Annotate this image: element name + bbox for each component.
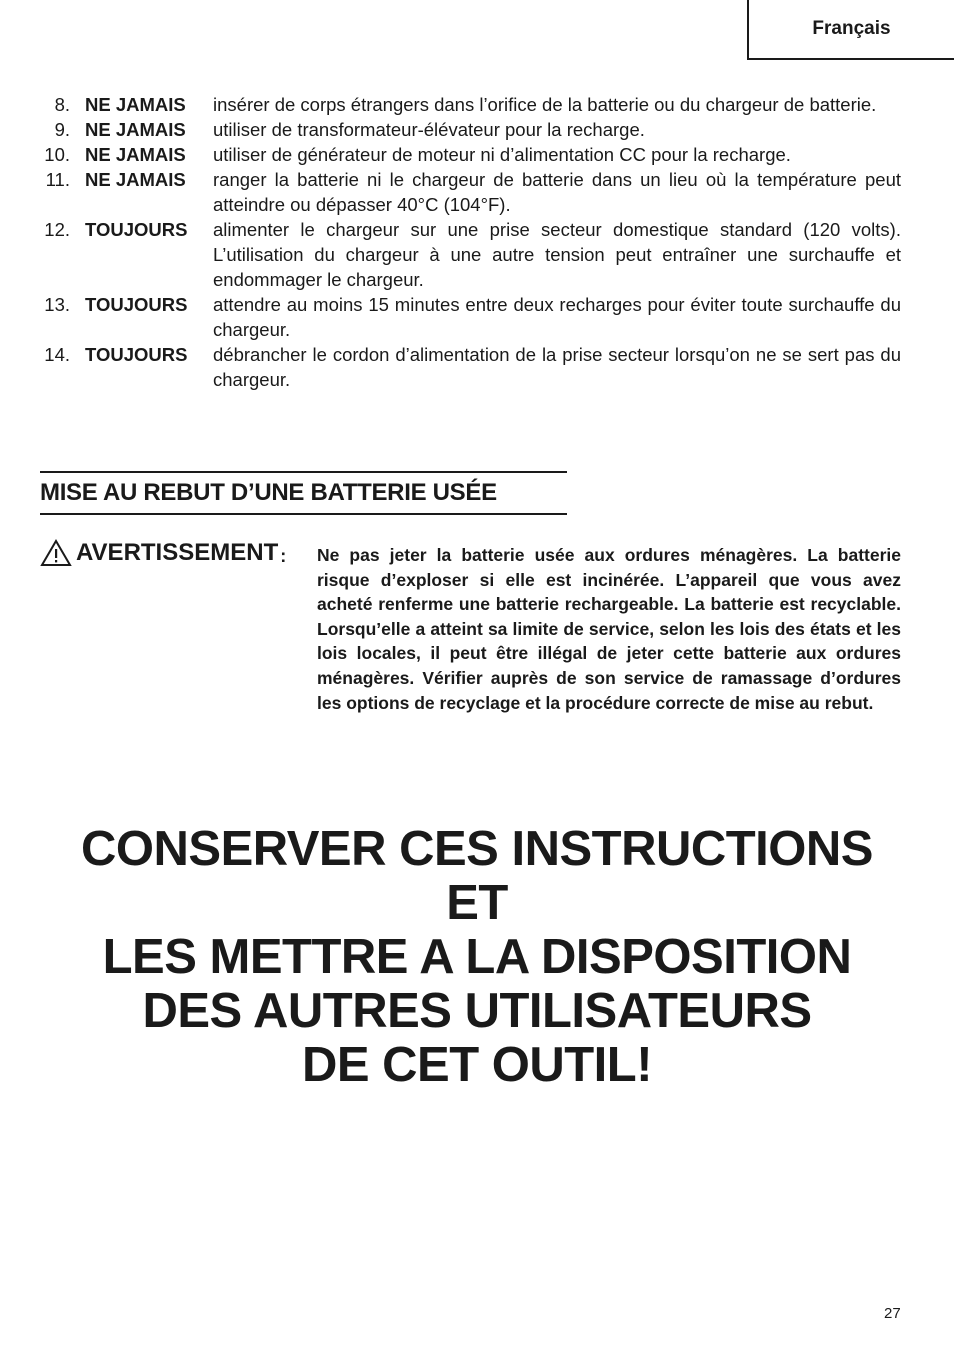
rule-keyword: NE JAMAIS	[85, 169, 186, 190]
list-item	[38, 142, 901, 167]
rule-number: 11.	[45, 169, 70, 190]
rule-text: débrancher le cordon d’alimentation de la prise secteur lorsqu’on ne se sert pas du chargeur.	[213, 344, 901, 390]
rule-number: 12.	[44, 219, 70, 240]
rule-text: alimenter le chargeur sur une prise secteur domestique standard (120 volts). L’utilisation du chargeur à une autre tension peut entraîner une surchauffe et endommager le chargeur.	[213, 219, 901, 290]
list-item	[38, 292, 901, 342]
rule-number: 9.	[54, 119, 70, 140]
rule-text: attendre au moins 15 minutes entre deux recharges pour éviter toute surchauffe du chargeur.	[213, 294, 901, 340]
rule-text: ranger la batterie ni le chargeur de batterie dans un lieu où la température peut atteindre ou dépasser 40°C (104°F).	[213, 169, 901, 215]
warning-label-text: AVERTISSEMENT	[76, 539, 279, 566]
rule-keyword: TOUJOURS	[85, 344, 188, 365]
rule-text: insérer de corps étrangers dans l’orifice de la batterie ou du chargeur de batterie.	[213, 94, 877, 115]
closing-banner	[0, 822, 954, 1092]
section-title: MISE AU REBUT D’UNE BATTERIE USÉE	[40, 471, 567, 515]
rule-keyword: TOUJOURS	[85, 219, 188, 240]
language-tab	[747, 0, 954, 60]
safety-rules-list	[38, 92, 901, 392]
list-item	[38, 342, 901, 392]
warning-triangle-icon	[40, 539, 72, 567]
rule-number: 8.	[54, 94, 70, 115]
list-item	[38, 167, 901, 217]
warning-text: Ne pas jeter la batterie usée aux ordures ménagères. La batterie risque d’exploser si elle est incinérée. L’appareil que vous avez acheté renferme une batterie rechargeable. La batterie est recyclable. Lorsqu’elle a atteint sa limite de service, selon les lois des états et les lois locales, il peut être illégal de jeter cette batterie aux ordures ménagères. Vérifier auprès de son service de ramassage d’ordures les options de recyclage et la procédure correcte de mise au rebut.	[317, 545, 901, 713]
rule-number: 13.	[44, 294, 70, 315]
list-item	[38, 217, 901, 292]
closing-line: DES AUTRES UTILISATEURS	[142, 984, 812, 1038]
closing-line: DE CET OUTIL!	[301, 1038, 653, 1092]
language-label: Français	[812, 18, 891, 39]
rule-text: utiliser de transformateur-élévateur pour la recharge.	[213, 119, 645, 140]
rule-keyword: NE JAMAIS	[85, 144, 186, 165]
list-item	[38, 117, 901, 142]
list-item	[38, 92, 901, 117]
warning-label: AVERTISSEMENT :	[40, 537, 286, 569]
rule-text: utiliser de générateur de moteur ni d’alimentation CC pour la recharge.	[213, 144, 791, 165]
rule-number: 10.	[44, 144, 70, 165]
closing-line: ET	[446, 876, 508, 930]
rule-keyword: NE JAMAIS	[85, 94, 186, 115]
closing-line: LES METTRE A LA DISPOSITION	[102, 930, 852, 984]
page-number: 27	[884, 1305, 901, 1322]
rule-keyword: TOUJOURS	[85, 294, 188, 315]
rule-number: 14.	[44, 344, 70, 365]
closing-line: CONSERVER CES INSTRUCTIONS	[81, 822, 873, 876]
rule-keyword: NE JAMAIS	[85, 119, 186, 140]
